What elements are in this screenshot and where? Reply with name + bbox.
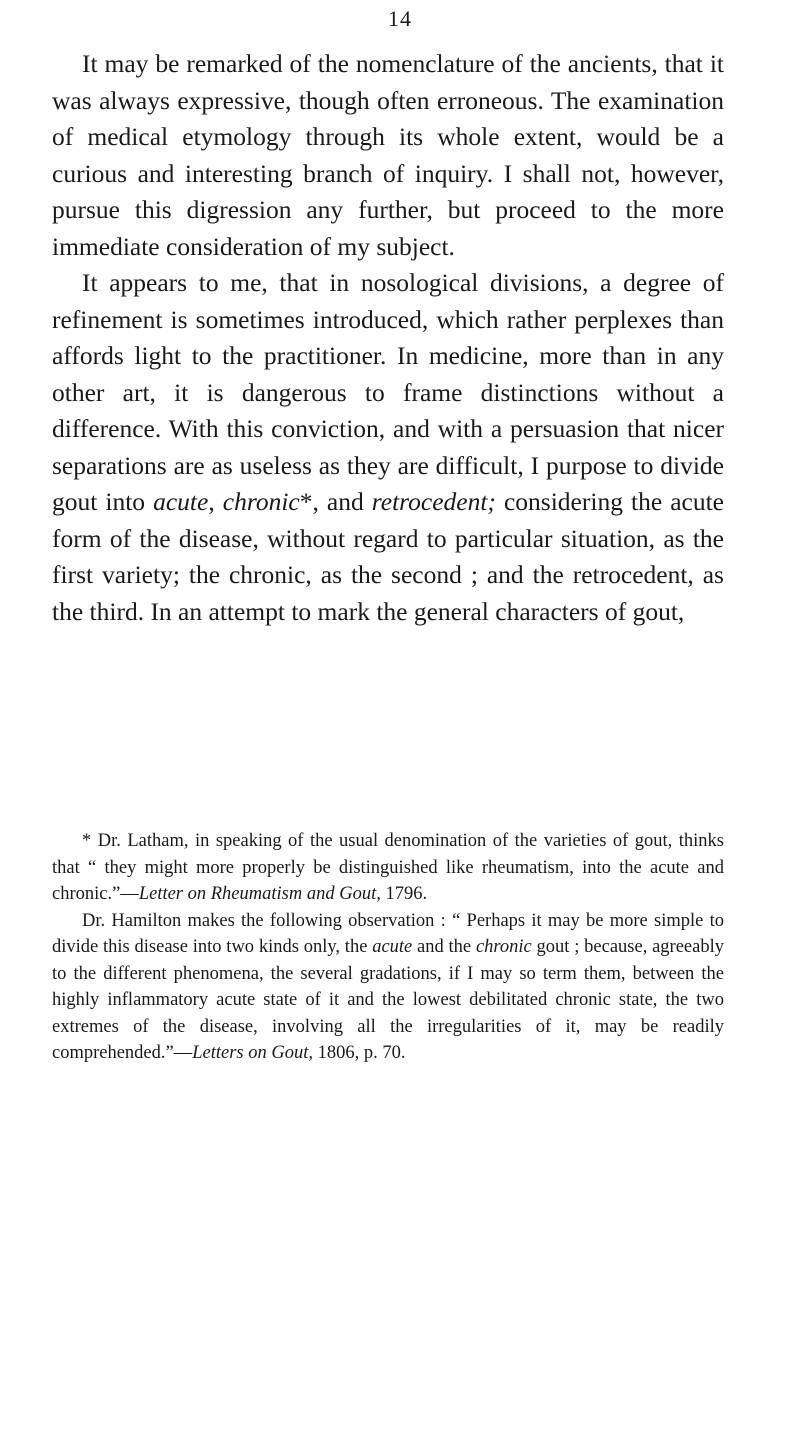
separator: , — [208, 487, 223, 516]
term-retrocedent: retrocedent; — [371, 487, 496, 516]
footnote-latham-year: 1796. — [380, 884, 428, 904]
footnote-hamilton-text: gout ; because, agreeably to the different phenomena, the several gradations, if I may so term them, between the highly inflammatory acute state of it and the lowest debilitated chronic state, the two extremes of the disease, involving all the irregularities of it, may be readily comprehended.”— — [52, 937, 724, 1063]
footnotes — [52, 828, 724, 1067]
page-number: 14 — [388, 6, 412, 31]
paragraph-nomenclature: It may be remarked of the nomenclature of the ancients, that it was always expressive, though often erroneous. The examination of medical etymology through its whole extent, would be a curious and interesting branch of inquiry. I shall not, however, pursue this digression any further, but proceed to the more immediate consideration of my subject. — [52, 49, 724, 261]
footnote-hamilton-text: Dr. Hamilton makes the following observation : “ Perhaps it may be more simple to divide this disease into two kinds only, the — [52, 910, 724, 957]
footnote-latham-source: Letter on Rheumatism and Gout, — [138, 884, 381, 904]
term-acute: acute — [153, 487, 209, 516]
footnote-latham — [52, 828, 724, 908]
footnote-hamilton-source: Letters on Gout, — [192, 1043, 313, 1063]
paragraph-divisions-continued: considering the acute form of the disease, without regard to particular situation, as the first variety; the chronic, as the second ; and the retrocedent, as the third. In an attempt to mark the general characters of gout, — [52, 487, 724, 626]
term-chronic: chronic — [222, 487, 300, 516]
paragraph-divisions-text: It appears to me, that in nosological divisions, a degree of refinement is sometimes introduced, which rather perplexes than affords light to the practitioner. In medicine, more than in any other art, it is dangerous to frame distinctions without a difference. With this conviction, and with a persuasion that nicer separations are as useless as they are difficult, I purpose to divide gout into — [52, 268, 724, 516]
main-text — [52, 46, 724, 630]
footnote-hamilton-text: and the — [412, 937, 476, 957]
footnote-hamilton — [52, 908, 724, 1067]
separator: , and — [312, 487, 372, 516]
term-acute: acute — [372, 937, 413, 957]
paragraph-divisions — [52, 265, 724, 630]
footnote-marker: * — [82, 831, 98, 851]
footnote-marker: * — [299, 487, 313, 516]
footnote-hamilton-citation: 1806, p. 70. — [313, 1043, 406, 1063]
term-chronic: chronic — [475, 937, 532, 957]
footnote-latham-text: Dr. Latham, in speaking of the usual denomination of the varieties of gout, thinks that “ they might more properly be distinguished like rheumatism, into the acute and chronic.”— — [52, 831, 725, 904]
